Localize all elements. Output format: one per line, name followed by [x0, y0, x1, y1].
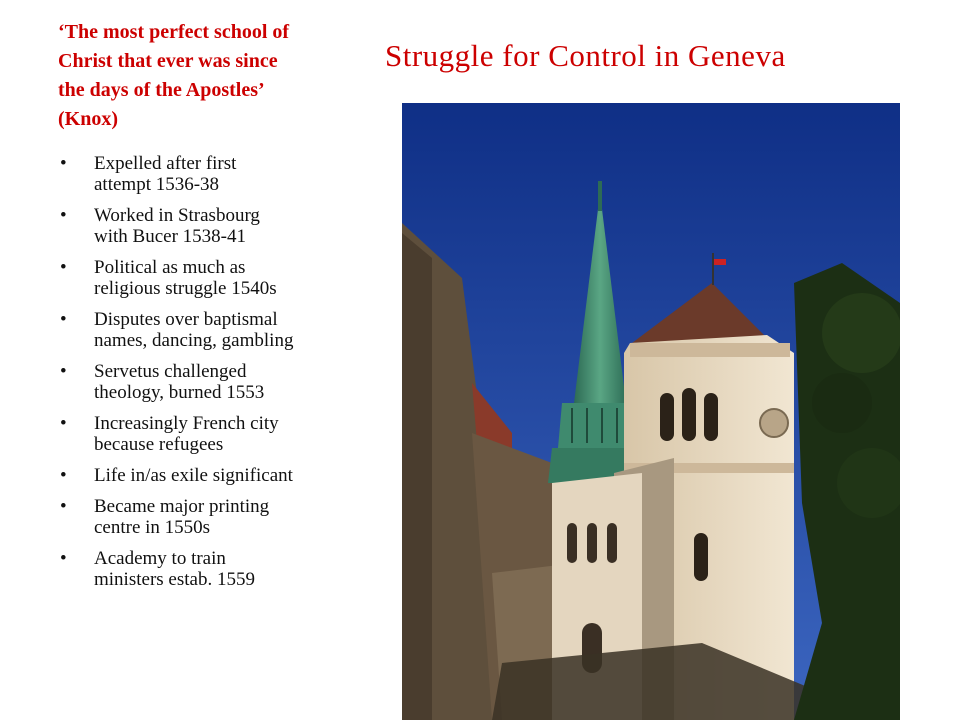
bullet-text: Disputes over baptismal: [94, 309, 278, 330]
bullet-text: centre in 1550s: [94, 517, 211, 538]
bullet-text: Servetus challenged: [94, 361, 247, 382]
bullet-item: [60, 153, 380, 195]
bullet-text: Life in/as exile significant: [94, 465, 293, 486]
bullet-dot: •: [60, 465, 67, 486]
bullet-dot: •: [60, 413, 67, 434]
bullet-text: Increasingly French city: [94, 413, 279, 434]
bullet-text: Worked in Strasbourg: [94, 205, 260, 226]
quote-heading: [58, 18, 368, 134]
bullet-text: theology, burned 1553: [94, 382, 265, 403]
bullet-dot: •: [60, 361, 67, 382]
bullet-item: [60, 465, 380, 486]
quote-line: Christ that ever was since: [58, 50, 278, 72]
bullet-item: [60, 257, 380, 299]
quote-line: (Knox): [58, 108, 118, 130]
bullet-item: [60, 361, 380, 403]
bullet-text: attempt 1536-38: [94, 174, 220, 195]
bullet-text: with Bucer 1538-41: [94, 226, 246, 247]
bullet-item: [60, 205, 380, 247]
bullet-text: Academy to train: [94, 548, 226, 569]
bullet-item: [60, 413, 380, 455]
bullet-text: ministers estab. 1559: [94, 569, 255, 590]
bullet-dot: •: [60, 309, 67, 330]
quote-line: the days of the Apostles’: [58, 79, 265, 101]
bullet-text: Became major printing: [94, 496, 270, 517]
bullet-text: names, dancing, gambling: [94, 330, 294, 351]
bullet-text: Political as much as: [94, 257, 246, 278]
bullet-item: [60, 496, 380, 538]
bullet-dot: •: [60, 205, 67, 226]
bullet-dot: •: [60, 496, 67, 517]
bullet-item: [60, 548, 380, 590]
bullet-list: [60, 153, 380, 600]
slide-title: Struggle for Control in Geneva: [385, 38, 786, 73]
bullet-text: because refugees: [94, 434, 224, 455]
bullet-item: [60, 309, 380, 351]
quote-line: ‘The most perfect school of: [58, 21, 290, 43]
bullet-text: Expelled after first: [94, 153, 237, 174]
bullet-text: religious struggle 1540s: [94, 278, 277, 299]
bullet-dot: •: [60, 257, 67, 278]
cathedral-photo: [402, 103, 900, 720]
bullet-dot: •: [60, 153, 67, 174]
rose-window: [760, 409, 788, 437]
bullet-dot: •: [60, 548, 67, 569]
